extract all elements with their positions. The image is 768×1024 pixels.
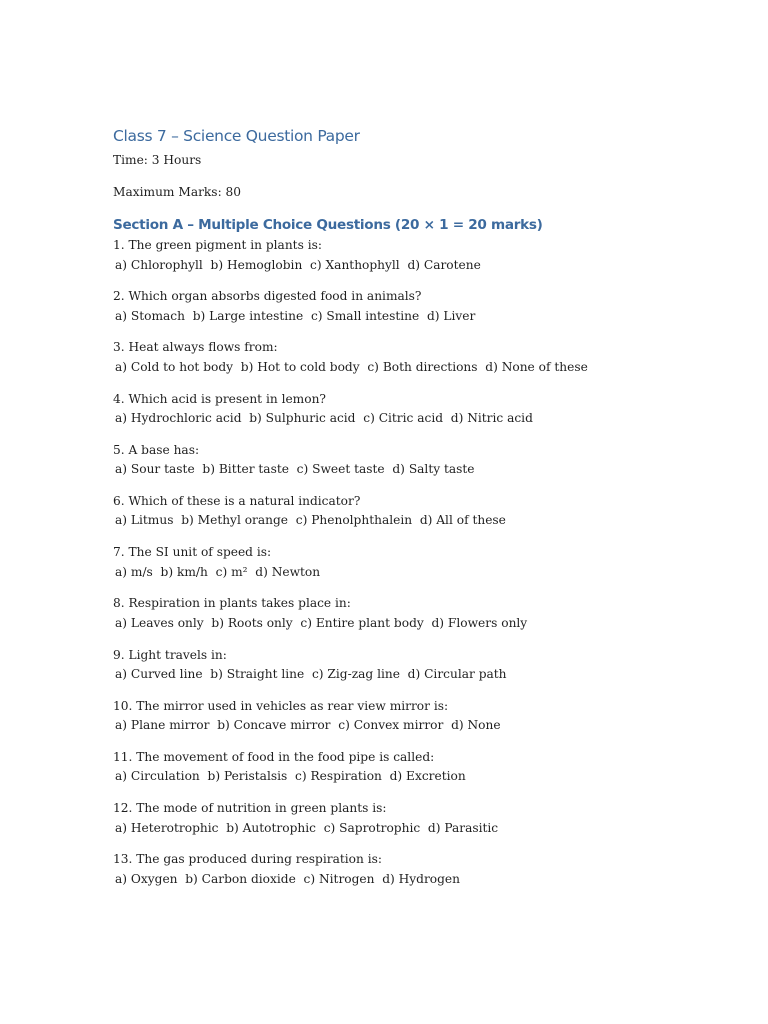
question-text: 5. A base has: — [113, 442, 200, 457]
question-options: a) Oxygen b) Carbon dioxide c) Nitrogen d) Hydrogen — [115, 871, 460, 886]
question-text: 8. Respiration in plants takes place in: — [113, 596, 351, 611]
question-text: 1. The green pigment in plants is: — [113, 238, 322, 252]
question-item — [113, 850, 723, 889]
question-item — [113, 390, 723, 429]
question-options: a) Plane mirror b) Concave mirror c) Convex mirror d) None — [115, 718, 501, 733]
question-options: a) Sour taste b) Bitter taste c) Sweet taste d) Salty taste — [115, 462, 475, 477]
question-text: 13. The gas produced during respiration is: — [113, 852, 382, 867]
question-text: 9. Light travels in: — [113, 647, 227, 662]
question-item — [113, 799, 723, 838]
question-item — [113, 646, 723, 685]
question-item — [113, 594, 723, 633]
question-options: a) Curved line b) Straight line c) Zig-zag line d) Circular path — [115, 667, 507, 681]
question-options: a) Chlorophyll b) Hemoglobin c) Xanthophyll d) Carotene — [115, 257, 481, 272]
document-page — [113, 124, 723, 889]
section-a-heading: Section A – Multiple Choice Questions (20 × 1 = 20 marks) — [113, 217, 543, 233]
question-text: 7. The SI unit of speed is: — [113, 545, 272, 560]
question-text: 2. Which organ absorbs digested food in animals? — [113, 289, 422, 304]
max-marks-info: Maximum Marks: 80 — [113, 185, 242, 199]
question-item — [113, 543, 723, 582]
question-options: a) Hydrochloric acid b) Sulphuric acid c) Citric acid d) Nitric acid — [115, 411, 533, 426]
question-list — [113, 236, 723, 889]
question-item — [113, 697, 723, 736]
question-options: a) Circulation b) Peristalsis c) Respiration d) Excretion — [115, 769, 466, 784]
question-text: 12. The mode of nutrition in green plants is: — [113, 801, 387, 816]
question-options: a) Leaves only b) Roots only c) Entire plant body d) Flowers only — [115, 615, 528, 630]
time-info: Time: 3 Hours — [113, 153, 202, 167]
question-options: a) Litmus b) Methyl orange c) Phenolphthalein d) All of these — [115, 513, 506, 528]
question-text: 10. The mirror used in vehicles as rear view mirror is: — [113, 698, 449, 713]
question-item — [113, 338, 723, 377]
question-options: a) Cold to hot body b) Hot to cold body c) Both directions d) None of these — [115, 359, 588, 374]
question-text: 3. Heat always flows from: — [113, 340, 278, 355]
question-text: 6. Which of these is a natural indicator? — [113, 493, 361, 508]
question-options: a) m/s b) km/h c) m² d) Newton — [115, 564, 321, 579]
page-title: Class 7 – Science Question Paper — [113, 127, 360, 145]
question-item — [113, 441, 723, 480]
question-item — [113, 236, 723, 275]
question-text: 11. The movement of food in the food pipe is called: — [113, 749, 435, 764]
question-text: 4. Which acid is present in lemon? — [113, 391, 326, 406]
question-item — [113, 287, 723, 326]
question-item — [113, 748, 723, 787]
question-options: a) Heterotrophic b) Autotrophic c) Saprotrophic d) Parasitic — [115, 820, 499, 835]
question-item — [113, 492, 723, 531]
question-options: a) Stomach b) Large intestine c) Small intestine d) Liver — [115, 308, 476, 323]
